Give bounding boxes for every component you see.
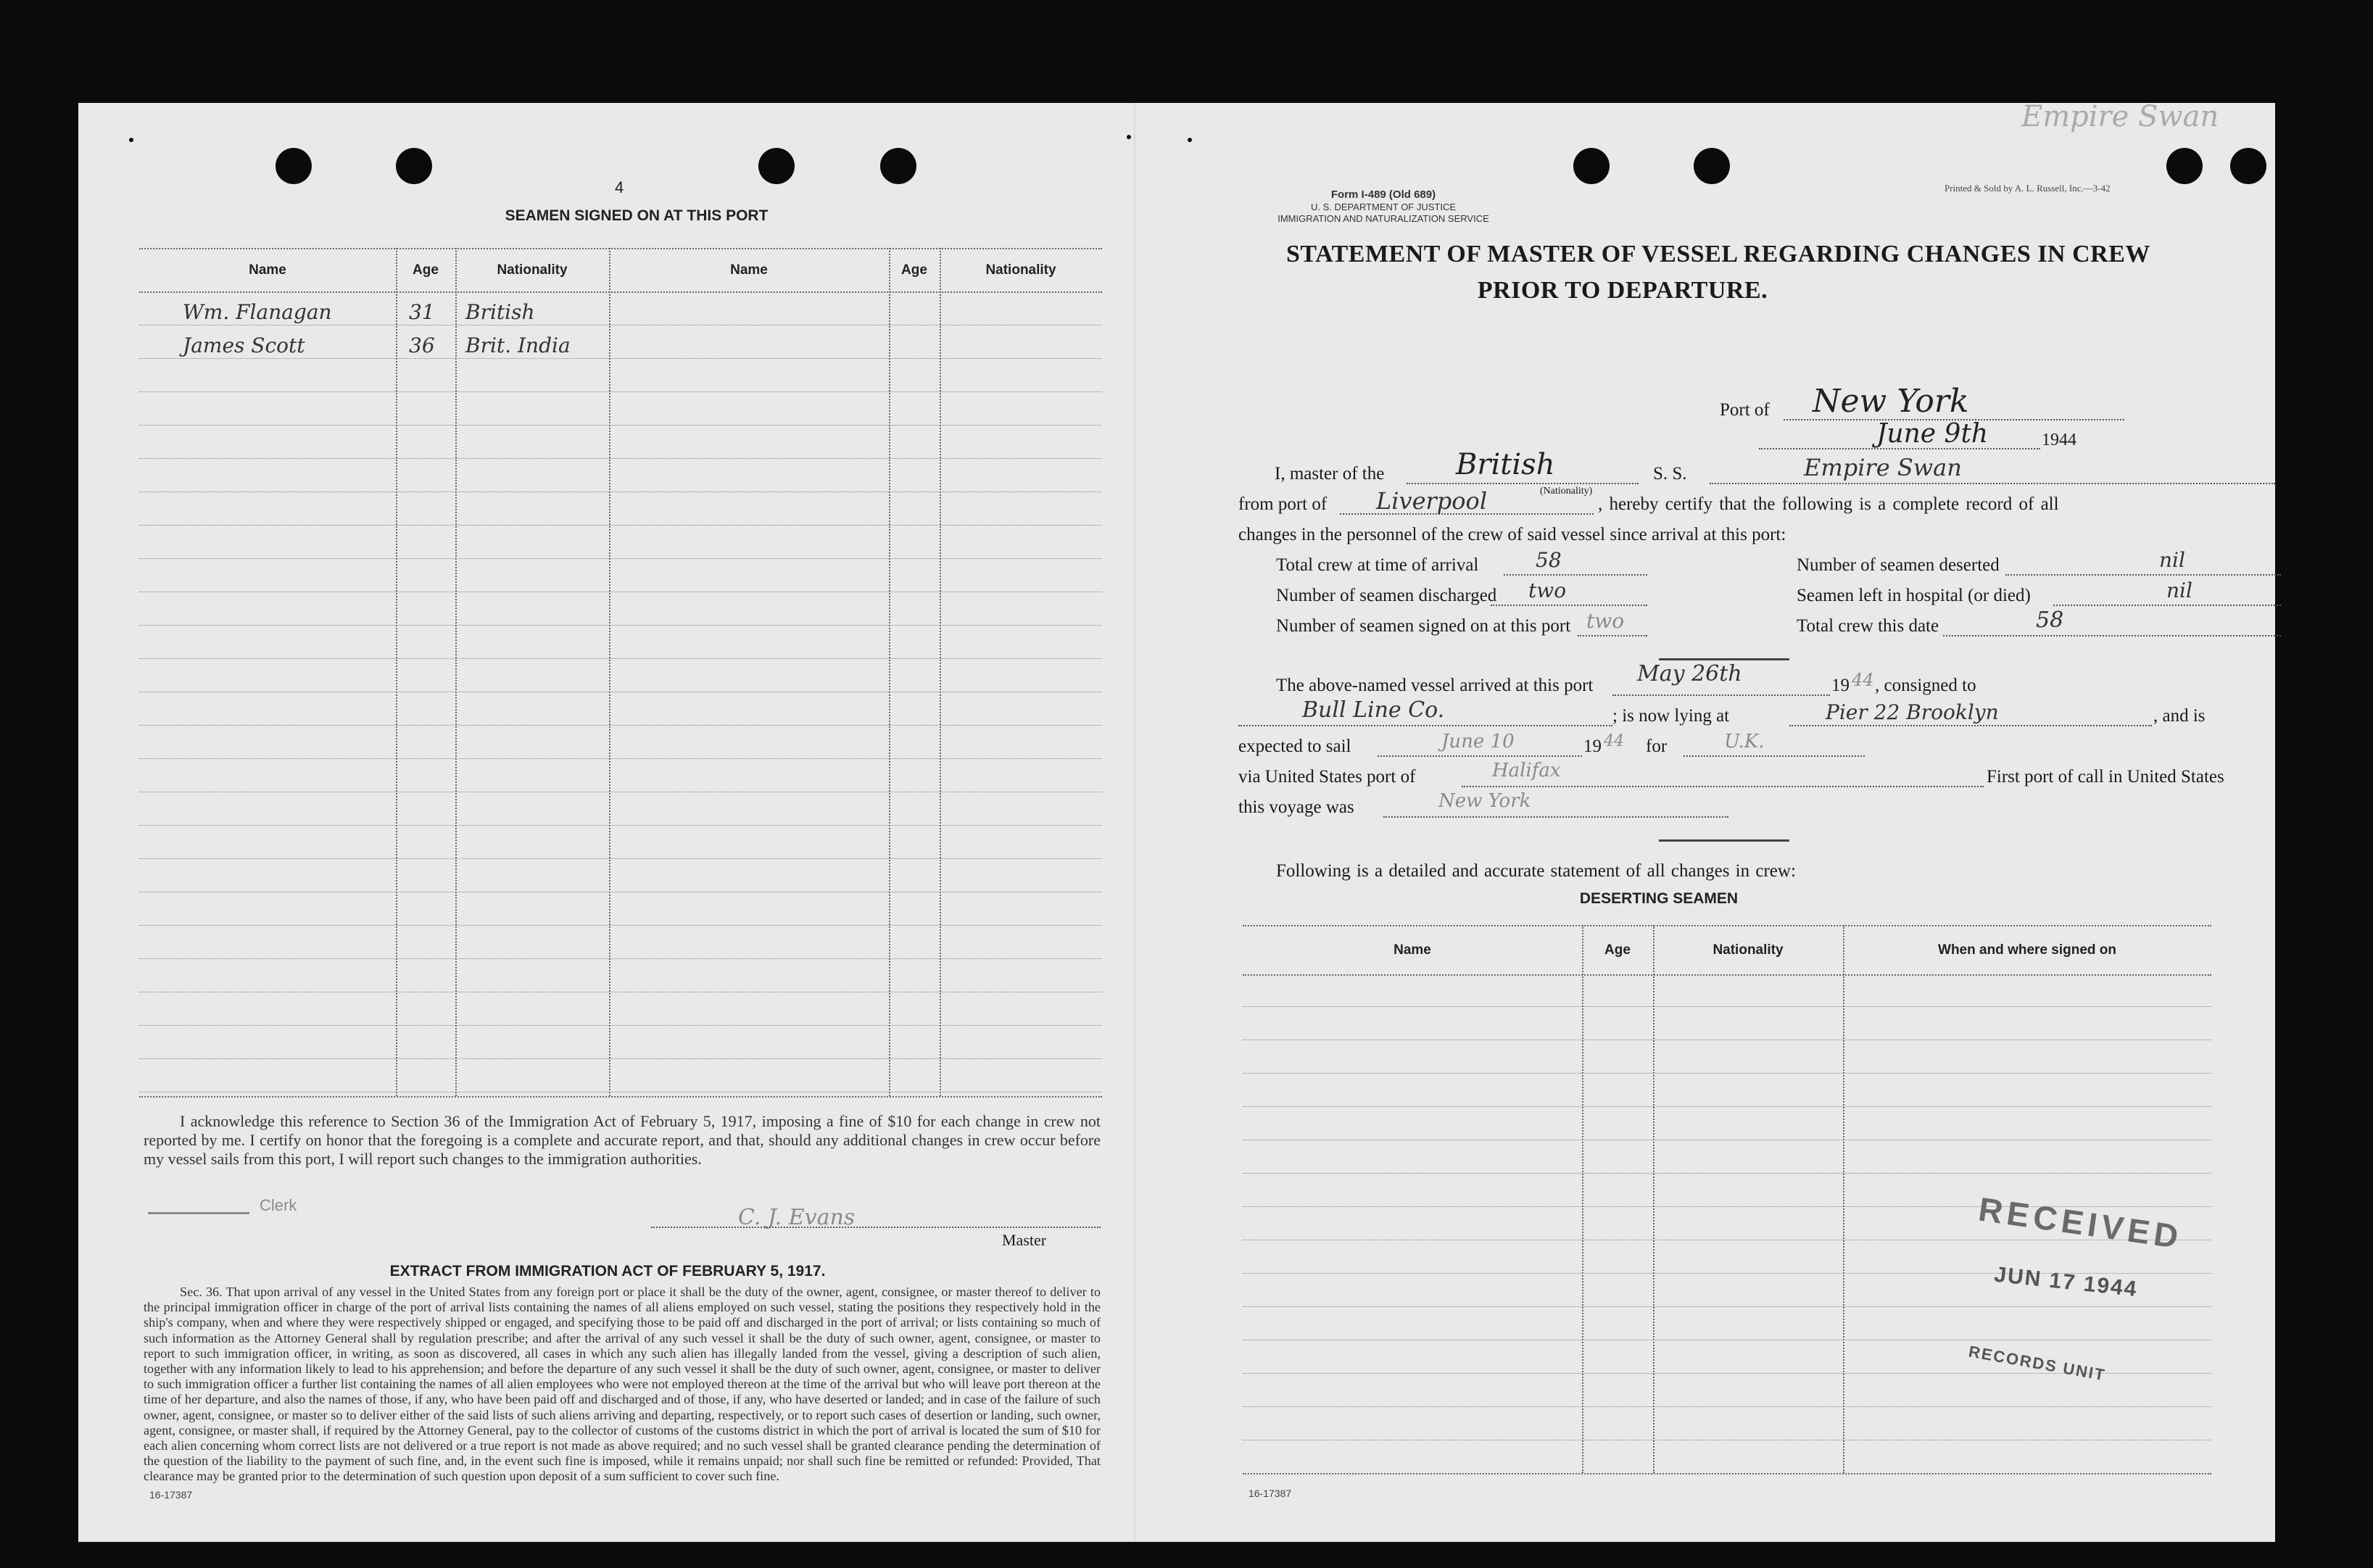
arrived-year: 44: [1852, 670, 1874, 690]
footer-code: 16-17387: [149, 1489, 193, 1501]
date-value: June 9th: [1876, 419, 1989, 449]
column-header: When and where signed on: [1938, 942, 2116, 958]
table-row: [139, 625, 1102, 626]
certify-text: , hereby certify that the following is a complete record of all: [1598, 494, 2059, 514]
value-line: [2053, 605, 2281, 606]
table-row: [1243, 1006, 2211, 1007]
lying-value: Pier 22 Brooklyn: [1826, 700, 1999, 724]
discharged-label: Number of seamen discharged: [1276, 586, 1497, 605]
deserting-seamen-table: [1243, 925, 2211, 1473]
from-port-label: from port of: [1238, 494, 1328, 514]
nationality-value: British: [1456, 448, 1555, 481]
nationality-line: [1407, 483, 1639, 484]
left-page-title: SEAMEN SIGNED ON AT THIS PORT: [505, 207, 769, 224]
table-row: [139, 1025, 1102, 1026]
form-subtitle: PRIOR TO DEPARTURE.: [1477, 277, 1768, 304]
table-row: [139, 925, 1102, 926]
table-row: [139, 758, 1102, 759]
hospital-value: nil: [2166, 578, 2192, 602]
printer-line: Printed & Sold by A. L. Russell, Inc.—3-42: [1945, 183, 2111, 194]
footer-code: 16-17387: [1248, 1488, 1292, 1499]
via-label: via United States port of: [1238, 767, 1416, 787]
value-line: [1943, 635, 2281, 636]
column-header: Name: [730, 262, 768, 278]
consigned-label: , consigned to: [1875, 676, 1976, 695]
total-arrival-label: Total crew at time of arrival: [1276, 555, 1479, 575]
port-value: New York: [1813, 383, 1969, 420]
divider: [1659, 658, 1789, 660]
received-date-stamp: JUN 17 1944: [1992, 1262, 2140, 1302]
table-row: [1243, 1173, 2211, 1174]
voyage-label: this voyage was: [1238, 797, 1354, 817]
table-row: [139, 858, 1102, 859]
year-prefix: 19: [1831, 676, 1850, 695]
value-line: [1504, 574, 1647, 576]
column-header: Age: [901, 262, 927, 278]
table-row: [1243, 1306, 2211, 1307]
nationality-label: (Nationality): [1540, 486, 1593, 497]
column-header: Nationality: [985, 262, 1056, 278]
table-row: [139, 458, 1102, 459]
deserting-title: DESERTING SEAMEN: [1579, 890, 1739, 907]
year-prefix: 19: [1583, 737, 1602, 756]
following-text: Following is a detailed and accurate statement of all changes in crew:: [1276, 861, 1796, 881]
speck: [1188, 138, 1192, 142]
master-signature: C. J. Evans: [738, 1205, 856, 1230]
table-row: [139, 391, 1102, 392]
document-sheet: [78, 100, 2275, 1542]
value-line: [1789, 725, 2152, 726]
certify-text-2: changes in the personnel of the crew of said vessel since arrival at this port:: [1238, 525, 1786, 544]
table-row: [139, 558, 1102, 559]
column-header: Name: [1393, 942, 1431, 958]
table-row: [1243, 1073, 2211, 1074]
extract-text: Sec. 36. That upon arrival of any vessel in the United States from any foreign port or place it shall be the duty of the owner, agent, consignee, or master thereof to deliver to the principal immigration officer in charge of the port of arrival lists containing the names of all aliens employed on such vessel, stating the positions they respectively hold in the ship's company, when and where they were respectively shipped or engaged, and specifying those to be paid off and discharged in the port of arrival; or lists containing so much of such information as the Attorney General shall by regulation prescribe; and after the arrival of any such vessel it shall be the duty of such owner, agent, consignee, or master to report to such immigration officer, in writing, as soon as discovered, all cases in which any such alien has illegally landed from the vessel, giving a description of such alien, together with any information likely to lead to his apprehension; and before the departure of any such vessel it shall be the duty of such owner, agent, consignee, or master to deliver to such immigration officer a further list containing the names of all alien employees who were not employed thereon at the time of the arrival but who will leave port thereon at the time of her departure, and also the names of those, if any, who have been paid off and discharged and of those, if any, who have deserted or landed; and in case of the failure of such owner, agent, consignee, or master so to deliver either of the said lists of such aliens arriving and departing, respectively, or to report such cases of desertion or landing, such owner, agent, consignee, or master shall, if required by the Attorney General, pay to the collector of customs of the customs district in which the port of arrival is located the sum of $10 for each alien concerning whom correct lists are not delivered or a true report is not made as above required; and no such vessel shall be granted clearance pending the determination of the question of the liability to the payment of such fine, and, in the event such fine is imposed, while it remains unpaid; nor shall such fine be remitted or refunded: Provided, That clearance may be granted prior to the determination of such question upon deposit of a sum sufficient to cover such fine.: [144, 1285, 1101, 1484]
table-row: [139, 725, 1102, 726]
value-line: [1383, 816, 1728, 818]
ship-value: Empire Swan: [1804, 454, 1962, 481]
arrived-label: The above-named vessel arrived at this port: [1276, 676, 1594, 695]
master-label: Master: [1002, 1231, 1047, 1249]
via-value: Halifax: [1492, 760, 1561, 781]
column-header: Age: [413, 262, 439, 278]
table-row: [139, 491, 1102, 492]
column-header: Name: [249, 262, 286, 278]
arrived-value: May 26th: [1637, 661, 1742, 686]
value-line: [1684, 755, 1865, 757]
punch-hole: [1573, 148, 1610, 184]
form-title: STATEMENT OF MASTER OF VESSEL REGARDING CHANGES IN CREW: [1286, 241, 2150, 267]
table-row: [139, 958, 1102, 959]
signed-on-table: [139, 248, 1102, 1096]
clerk-label: Clerk: [260, 1196, 297, 1214]
value-line: [1378, 755, 1582, 757]
value-line: [2005, 574, 2281, 576]
crew-age: 31: [409, 300, 435, 324]
page-number: 4: [615, 178, 624, 196]
table-row: [139, 1058, 1102, 1059]
signed-on-label: Number of seamen signed on at this port: [1276, 616, 1571, 636]
extract-title: EXTRACT FROM IMMIGRATION ACT OF FEBRUARY 5, 1917.: [389, 1263, 826, 1279]
signature-line: [651, 1227, 1101, 1228]
sail-year: 44: [1604, 732, 1624, 750]
for-value: U.K.: [1724, 731, 1765, 752]
from-port-value: Liverpool: [1376, 487, 1488, 515]
value-line: [1462, 786, 1984, 787]
crew-nationality: Brit. India: [465, 333, 571, 357]
master-of-label: I, master of the: [1275, 464, 1385, 484]
value-line: [1491, 605, 1647, 606]
port-label: Port of: [1720, 400, 1770, 420]
table-row: [1243, 1406, 2211, 1407]
column-header: Nationality: [497, 262, 568, 278]
table-row: [139, 825, 1102, 826]
voyage-value: New York: [1438, 790, 1531, 812]
discharged-value: two: [1528, 578, 1567, 602]
year-value: 1944: [2042, 431, 2076, 449]
signed-on-value: two: [1586, 609, 1625, 633]
punch-hole: [758, 148, 795, 184]
table-row: [1243, 1106, 2211, 1107]
consignee-value: Bull Line Co.: [1302, 697, 1445, 723]
hospital-label: Seamen left in hospital (or died): [1797, 586, 2031, 605]
table-row: [139, 658, 1102, 659]
value-line: [1612, 694, 1830, 696]
deserted-label: Number of seamen deserted: [1797, 555, 2000, 575]
page-fold: [1134, 103, 1135, 1542]
punch-hole: [396, 148, 432, 184]
crew-name: James Scott: [183, 333, 305, 357]
table-row: [139, 525, 1102, 526]
table-row: [139, 358, 1102, 359]
total-date-value: 58: [2036, 607, 2064, 633]
clerk-signature-scrawl: [148, 1212, 249, 1214]
total-arrival-value: 58: [1536, 548, 1562, 572]
crew-name: Wm. Flanagan: [183, 300, 332, 324]
speck: [129, 138, 133, 142]
first-port-label: First port of call in United States: [1987, 767, 2224, 787]
value-line: [1238, 725, 1612, 726]
column-header: Age: [1604, 942, 1631, 958]
punch-hole: [880, 148, 916, 184]
ship-line: [1710, 483, 2275, 484]
punch-hole: [2230, 148, 2266, 184]
punch-hole: [1694, 148, 1730, 184]
crew-nationality: British: [465, 300, 535, 324]
expected-label: expected to sail: [1238, 737, 1351, 756]
deserted-value: nil: [2159, 548, 2185, 572]
acknowledgement-text: I acknowledge this reference to Section 36 of the Immigration Act of February 5, 1917, imposing a fine of $10 for each change in crew not reported by me. I certify on honor that the foregoing is a complete and accurate report, and that, should any additional changes in crew occur before my vessel sails from this port, I will report such changes to the immigration authorities.: [144, 1112, 1101, 1168]
total-date-label: Total crew this date: [1797, 616, 1939, 636]
corner-pencil-note: Empire Swan: [2021, 100, 2219, 133]
expected-value: June 10: [1441, 731, 1515, 752]
ss-label: S. S.: [1653, 464, 1687, 484]
department: U. S. DEPARTMENT OF JUSTICE: [1310, 202, 1457, 212]
table-row: [139, 425, 1102, 426]
form-number: Form I-489 (Old 689): [1330, 188, 1436, 201]
punch-hole: [2166, 148, 2203, 184]
service: IMMIGRATION AND NATURALIZATION SERVICE: [1277, 213, 1489, 224]
value-line: [1578, 635, 1647, 636]
crew-age: 36: [409, 333, 435, 357]
received-stamp: RECEIVED: [1976, 1190, 2185, 1256]
lying-label: ; is now lying at: [1612, 706, 1730, 726]
and-is: , and is: [2153, 706, 2206, 726]
punch-hole: [276, 148, 312, 184]
records-unit-stamp: RECORDS UNIT: [1967, 1342, 2108, 1385]
for-label: for: [1646, 737, 1668, 756]
speck: [1127, 135, 1131, 139]
column-header: Nationality: [1713, 942, 1784, 958]
divider: [1659, 839, 1789, 842]
